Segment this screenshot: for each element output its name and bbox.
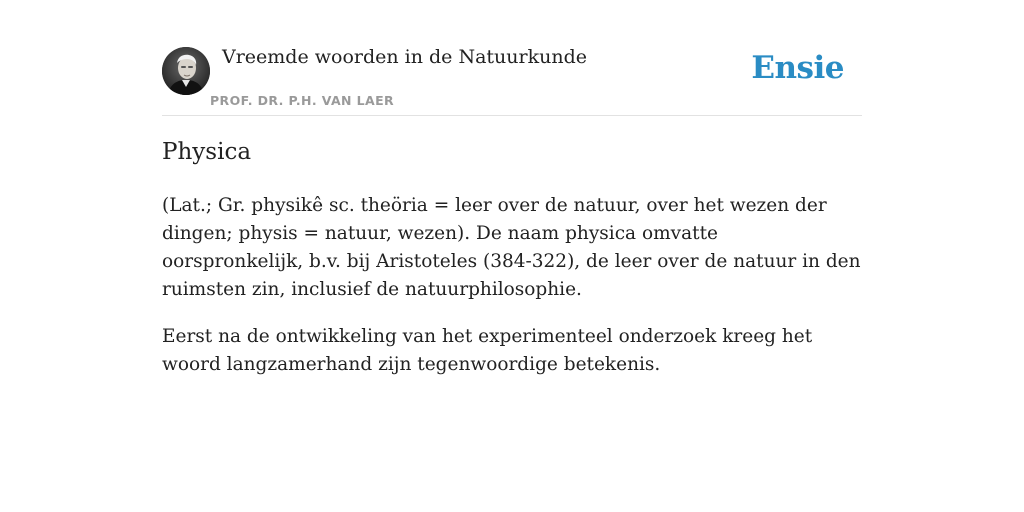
author-avatar[interactable] [162,47,210,95]
entry-content [162,192,862,398]
author-portrait-icon [162,47,210,95]
header [162,0,862,116]
entry-title: Physica [162,139,252,165]
book-title-link[interactable]: Vreemde woorden in de Natuurkunde [222,46,587,68]
ensie-logo[interactable]: Ensie [751,50,844,86]
page [162,0,862,512]
entry-paragraph: (Lat.; Gr. physikê sc. theöria = leer over de natuur, over het wezen der dingen; physis = natuur, wezen). De naam physica omvatte oorspronkelijk, b.v. bij Aristoteles (384-322), de leer over de natuur in den ruimsten zin, inclusief de natuurphilosophie. [162,195,861,300]
author-name[interactable]: PROF. DR. P.H. VAN LAER [210,93,395,108]
entry-paragraph: Eerst na de ontwikkeling van het experimenteel onderzoek kreeg het woord langzamerhand zijn tegenwoordige betekenis. [162,326,813,375]
